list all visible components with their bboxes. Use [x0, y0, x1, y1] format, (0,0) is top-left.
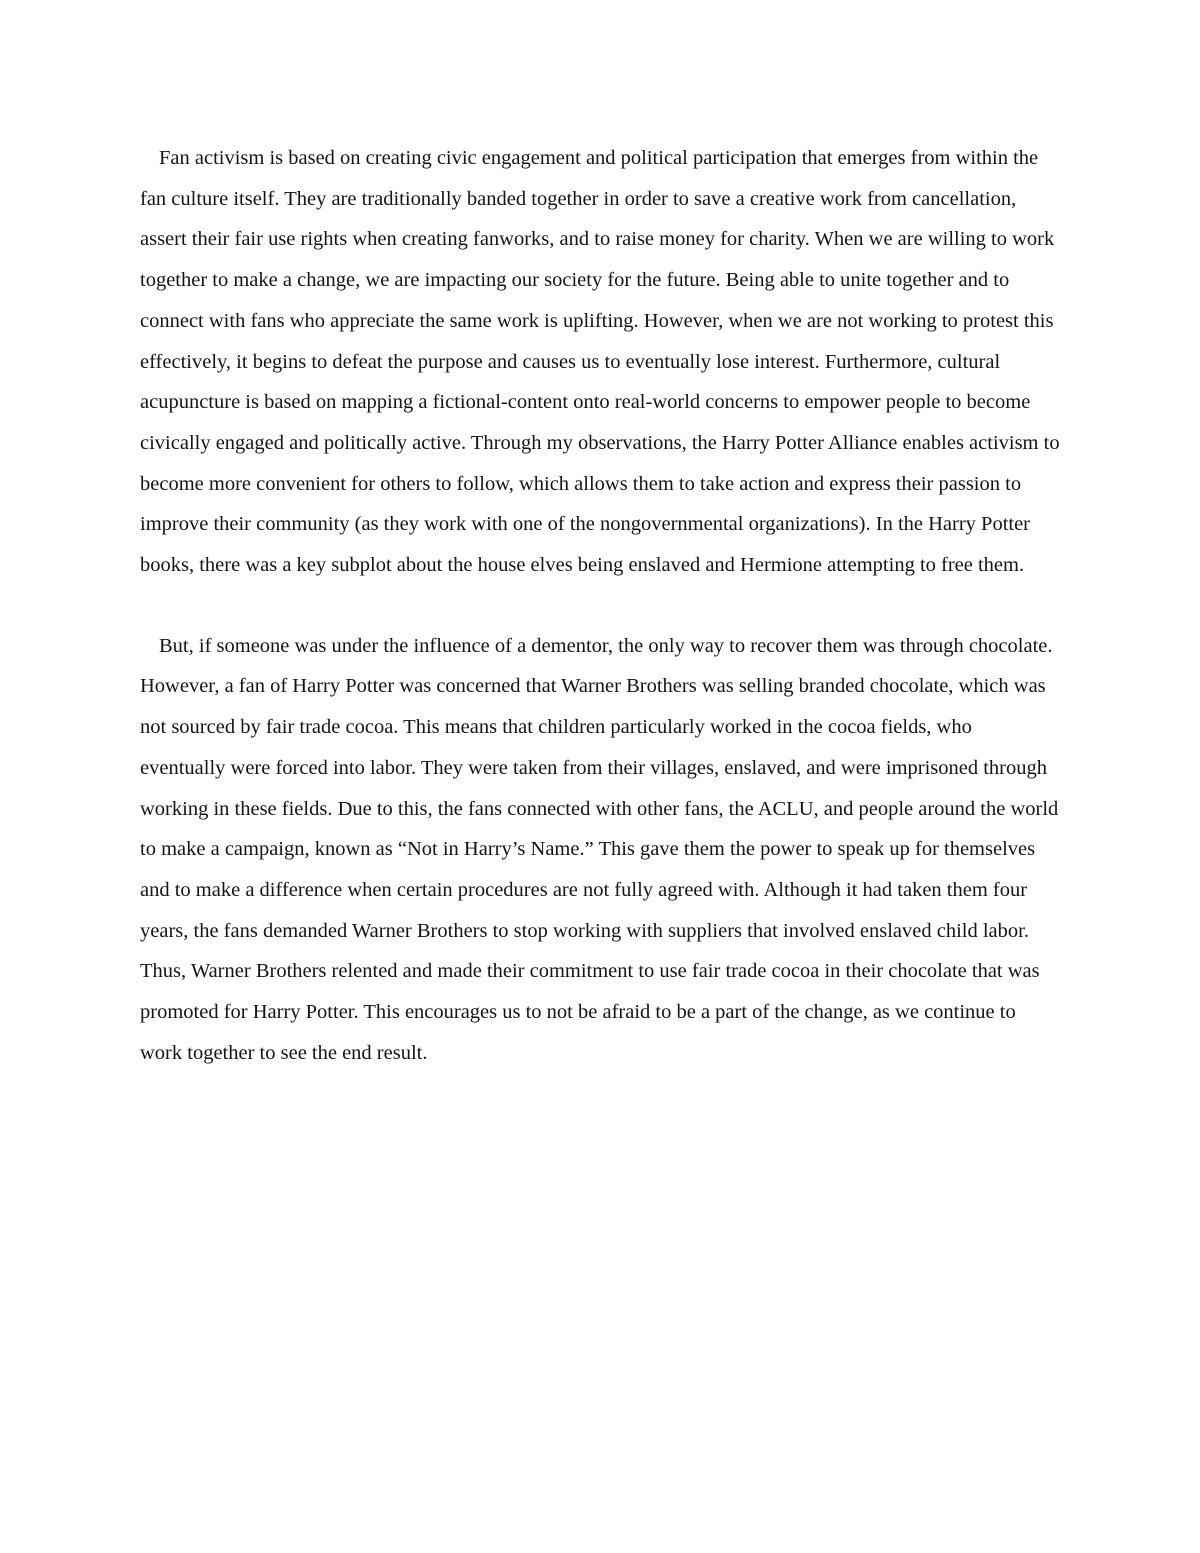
paragraph-not-in-harrys-name: But, if someone was under the influence of a dementor, the only way to recover them was through chocolate. However, a fan of Harry Potter was concerned that Warner Brothers was selling branded chocolate, which was not sourced by fair trade cocoa. This means that children particularly worked in the cocoa fields, who eventually were forced into labor. They were taken from their villages, enslaved, and were imprisoned through working in these fields. Due to this, the fans connected with other fans, the ACLU, and people around the world to make a campaign, known as “Not in Harry’s Name.” This gave them the power to speak up for themselves and to make a difference when certain procedures are not fully agreed with. Although it had taken them four years, the fans demanded Warner Brothers to stop working with suppliers that involved enslaved child labor. Thus, Warner Brothers relented and made their commitment to use fair trade cocoa in their chocolate that was promoted for Harry Potter. This encourages us to not be afraid to be a part of the change, as we continue to work together to see the end result. — [140, 634, 1059, 1064]
document-body — [140, 138, 1060, 1073]
paragraph-fan-activism: Fan activism is based on creating civic engagement and political participation that emerges from within the fan culture itself. They are traditionally banded together in order to save a creative work from cancellation, assert their fair use rights when creating fanworks, and to raise money for charity. When we are willing to work together to make a change, we are impacting our society for the future. Being able to unite together and to connect with fans who appreciate the same work is uplifting. However, when we are not working to protest this effectively, it begins to defeat the purpose and causes us to eventually lose interest. Furthermore, cultural acupuncture is based on mapping a fictional-content onto real-world concerns to empower people to become civically engaged and politically active. Through my observations, the Harry Potter Alliance enables activism to become more convenient for others to follow, which allows them to take action and express their passion to improve their community (as they work with one of the nongovernmental organizations). In the Harry Potter books, there was a key subplot about the house elves being enslaved and Hermione attempting to free them. — [140, 147, 1060, 577]
